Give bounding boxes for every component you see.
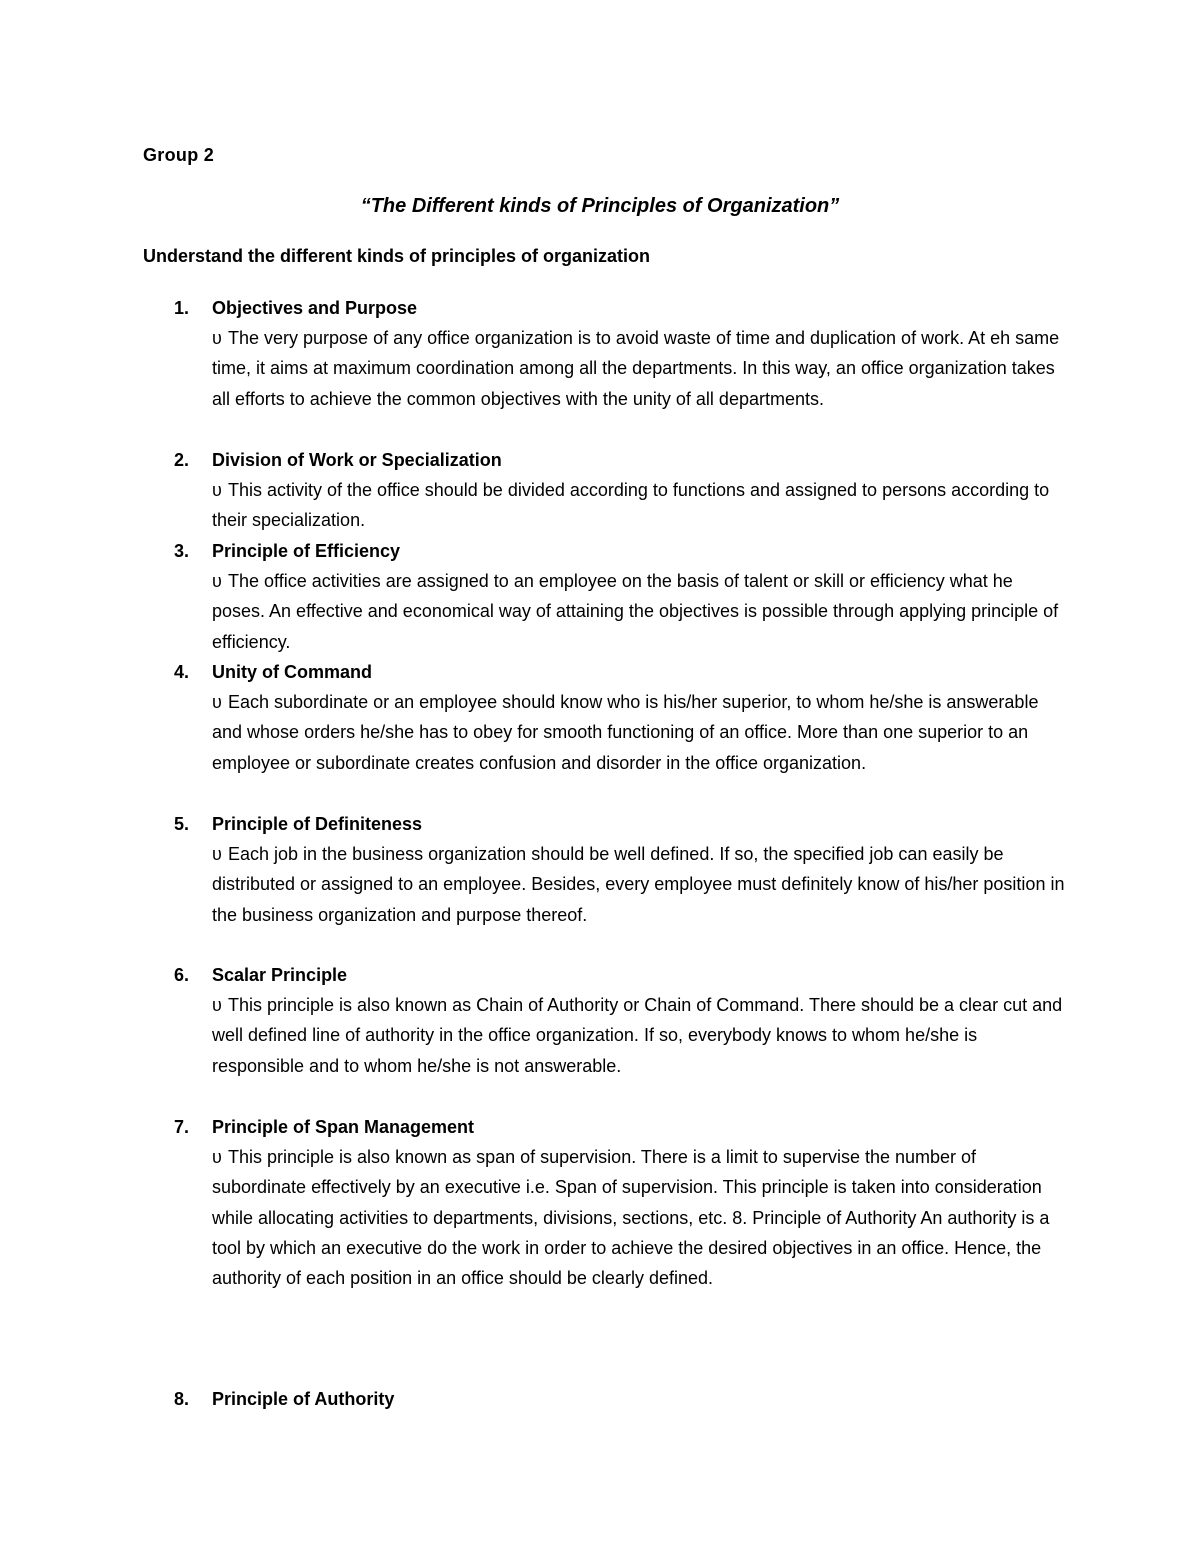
item-number: 2. <box>174 450 190 470</box>
item-number: 8. <box>174 1389 190 1409</box>
bullet-icon: υ <box>212 480 222 500</box>
item-body <box>212 839 1068 930</box>
item-body-text: This activity of the office should be divided according to functions and assigned to persons according to their specialization. <box>212 480 1050 531</box>
bullet-icon: υ <box>212 692 222 712</box>
item-title: Principle of Definiteness <box>212 814 423 834</box>
bullet-icon: υ <box>212 1147 222 1167</box>
item-body <box>212 1142 1068 1293</box>
document-title: “The Different kinds of Principles of Organization” <box>360 195 840 217</box>
bullet-icon: υ <box>212 328 222 348</box>
bullet-icon: υ <box>212 844 222 864</box>
item-body-text: The very purpose of any office organization is to avoid waste of time and duplication of work. At eh same time, it aims at maximum coordination among all the departments. In this way, an office organization takes all efforts to achieve the common objectives with the unity of all departments. <box>212 328 1060 409</box>
item-title: Principle of Efficiency <box>212 541 401 561</box>
bullet-icon: υ <box>212 571 222 591</box>
item-body-text: Each job in the business organization should be well defined. If so, the specified job can easily be distributed or assigned to an employee. Besides, every employee must definitely know of his/her position in the business organization and purpose thereof. <box>212 844 1065 925</box>
item-number: 7. <box>174 1117 190 1137</box>
item-title: Scalar Principle <box>212 965 348 985</box>
item-body <box>212 990 1068 1081</box>
bullet-icon: υ <box>212 995 222 1015</box>
item-number: 6. <box>174 965 190 985</box>
item-body-text: This principle is also known as span of supervision. There is a limit to supervise the number of subordinate effectively by an executive i.e. Span of supervision. This principle is taken into consideration while allocating activities to departments, divisions, sections, etc. 8. Principle of Authority An authority is a tool by which an executive do the work in order to achieve the desired objectives in an office. Hence, the authority of each position in an office should be clearly defined. <box>212 1147 1050 1289</box>
item-body <box>212 475 1068 536</box>
item-number: 3. <box>174 541 190 561</box>
item-title: Unity of Command <box>212 662 372 682</box>
item-number: 1. <box>174 298 190 318</box>
item-title: Division of Work or Specialization <box>212 450 502 470</box>
item-number: 5. <box>174 814 190 834</box>
section-subheading: Understand the different kinds of principles of organization <box>143 246 651 266</box>
item-body <box>212 566 1068 657</box>
item-title: Principle of Span Management <box>212 1117 475 1137</box>
item-number: 4. <box>174 662 190 682</box>
item-body <box>212 687 1068 778</box>
item-title: Principle of Authority <box>212 1389 395 1409</box>
item-body <box>212 323 1068 414</box>
item-title: Objectives and Purpose <box>212 298 418 318</box>
item-body-text: Each subordinate or an employee should know who is his/her superior, to whom he/she is answerable and whose orders he/she has to obey for smooth functioning of an office. More than one superior to an employee or subordinate creates confusion and disorder in the office organization. <box>212 692 1039 773</box>
item-body-text: The office activities are assigned to an employee on the basis of talent or skill or efficiency what he poses. An effective and economical way of attaining the objectives is possible through applying principle of efficiency. <box>212 571 1059 652</box>
item-body-text: This principle is also known as Chain of Authority or Chain of Command. There should be a clear cut and well defined line of authority in the office organization. If so, everybody knows to whom he/she is responsible and to whom he/she is not answerable. <box>212 995 1063 1076</box>
group-label: Group 2 <box>143 145 215 165</box>
